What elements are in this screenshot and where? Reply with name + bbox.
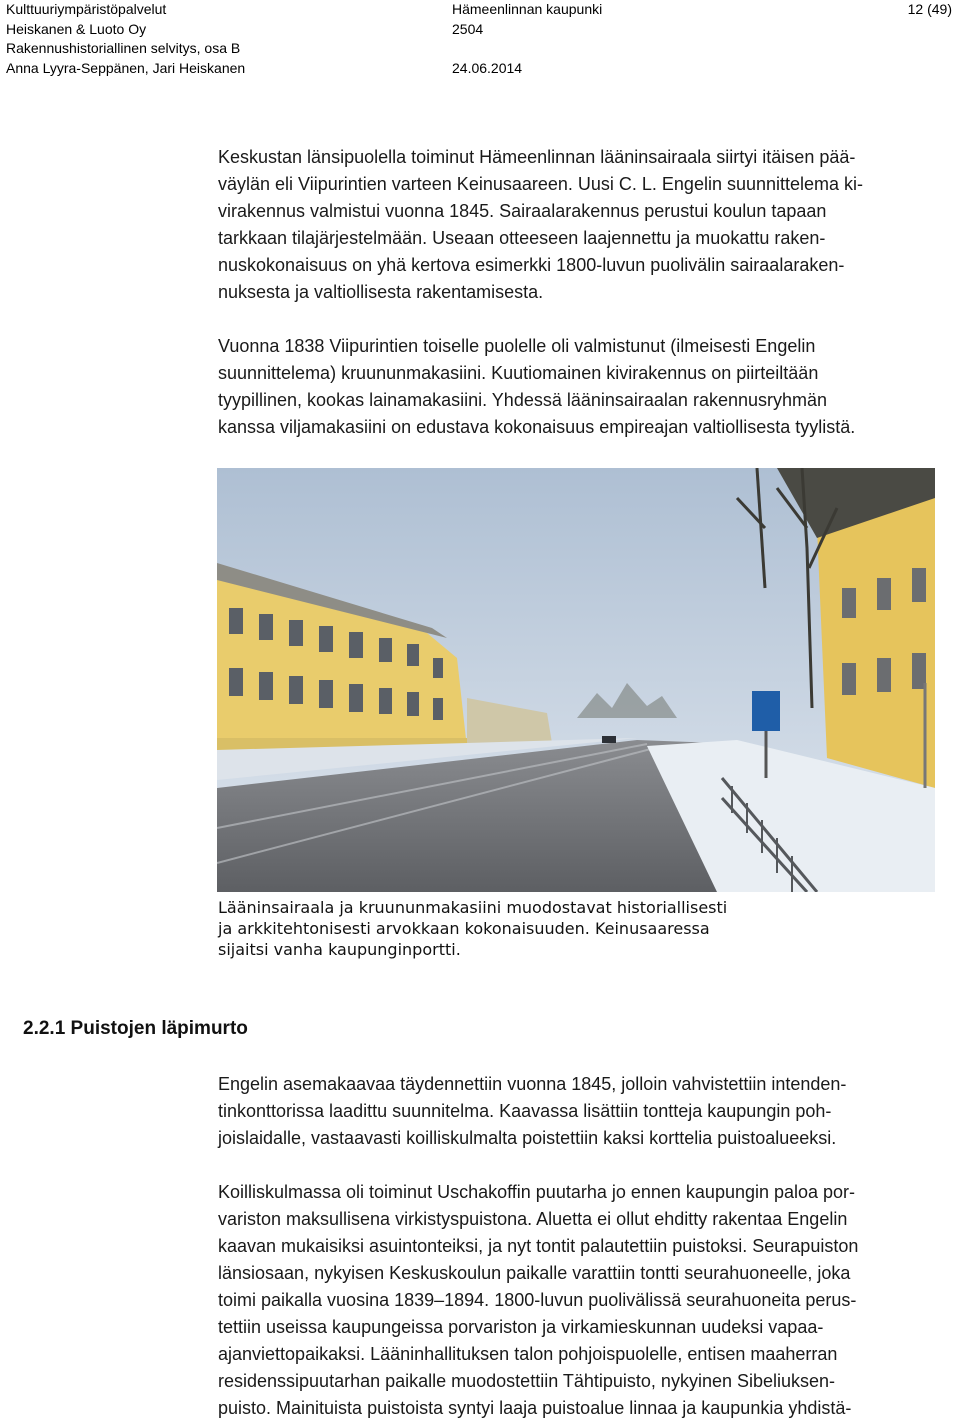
text-line: virakennus valmistui vuonna 1845. Sairaalarakennus perustui koulun tapaan (218, 201, 827, 221)
text-line: kanssa viljamakasiini on edustava kokonaisuus empireajan valtiollisesta tyylistä. (218, 417, 856, 437)
header-report-title: Rakennushistoriallinen selvitys, osa B (6, 40, 241, 56)
header-date: 24.06.2014 (452, 59, 523, 76)
paragraph-granary (218, 333, 958, 441)
header-company: Kulttuuriympäristöpalvelut (6, 1, 167, 17)
text-line: toimi paikalla vuosina 1839–1894. 1800-luvun puolivälissä seurahuoneita perus- (218, 1290, 857, 1310)
text-line: Vuonna 1838 Viipurintien toiselle puolelle oli valmistunut (ilmeisesti Engelin (218, 336, 816, 356)
text-line: suunnittelema) kruununmakasiini. Kuutiomainen kivirakennus on piirteiltään (218, 363, 819, 383)
text-line: tettiin useissa kaupungeissa porvariston ja virkamieskunnan uudeksi vapaa- (218, 1317, 824, 1337)
header-blank (452, 39, 602, 59)
text-line: Keskustan länsipuolella toiminut Hämeenlinnan lääninsairaala siirtyi itäisen pää- (218, 147, 856, 167)
page-number: 12 (49) (907, 1, 952, 17)
header-middle (452, 0, 602, 78)
header-project-number: 2504 (452, 20, 484, 37)
caption-line: Lääninsairaala ja kruununmakasiini muodostavat historiallisesti (218, 898, 728, 917)
text-line: tarkkaan tilajärjestelmään. Useaan otteeseen laajennettu ja muokattu raken- (218, 228, 826, 248)
text-line: kaavan mukaisiksi asuintonteiksi, ja nyt tontit palautettiin puistoksi. Seurapuiston (218, 1236, 859, 1256)
street-photo-illustration (217, 468, 935, 892)
photo-caption (218, 897, 727, 960)
text-line: Koilliskulmassa oli toiminut Uschakoffin puutarha jo ennen kaupungin paloa por- (218, 1182, 856, 1202)
caption-line: sijaitsi vanha kaupunginportti. (218, 940, 461, 959)
paragraph-town-plan (218, 1071, 958, 1152)
street-photo (217, 468, 935, 892)
text-line: joislaidalle, vastaavasti koilliskulmalta poistettiin kaksi korttelia puistoalueeksi. (218, 1128, 837, 1148)
paragraph-parks (218, 1179, 958, 1422)
text-line: nuksesta ja valtiollisesta rakentamisesta. (218, 282, 544, 302)
paragraph-hospital (218, 144, 958, 306)
text-line: Engelin asemakaavaa täydennettiin vuonna 1845, jolloin vahvistettiin intenden- (218, 1074, 847, 1094)
header-firm: Heiskanen & Luoto Oy (6, 20, 147, 37)
text-line: tinkonttorissa laadittu suunnitelma. Kaavassa lisättiin tontteja kaupungin poh- (218, 1101, 832, 1121)
text-line: residenssipuutarhan paikalle muodostettiin Tähtipuisto, nykyinen Sibeliuksen- (218, 1371, 836, 1391)
text-line: nuskokonaisuus on yhä kertova esimerkki 1800-luvun puolivälin sairaalaraken- (218, 255, 845, 275)
text-line: väylän eli Viipurintien varteen Keinusaareen. Uusi C. L. Engelin suunnittelema ki- (218, 174, 864, 194)
text-line: puisto. Mainituista puistoista syntyi laaja puistoalue linnaa ja kaupunkia yhdistä- (218, 1398, 852, 1418)
text-line: tyypillinen, kookas lainamakasiini. Yhdessä lääninsairaalan rakennusryhmän (218, 390, 828, 410)
header-client: Hämeenlinnan kaupunki (452, 1, 603, 17)
text-line: ajanviettopaikaksi. Lääninhallituksen talon pohjoispuolelle, entisen maaherran (218, 1344, 838, 1364)
section-heading: 2.2.1 Puistojen läpimurto (23, 1018, 248, 1039)
text-line: variston maksullisena virkistyspuistona. Aluetta ei ollut ehditty rakentaa Engelin (218, 1209, 848, 1229)
header-left (6, 0, 245, 78)
header-authors: Anna Lyyra-Seppänen, Jari Heiskanen (6, 59, 246, 76)
text-line: länsiosaan, nykyisen Keskuskoulun paikalle varattiin tontti seurahuoneelle, joka (218, 1263, 851, 1283)
caption-line: ja arkkitehtonisesti arvokkaan kokonaisuuden. Keinusaaressa (218, 919, 710, 938)
